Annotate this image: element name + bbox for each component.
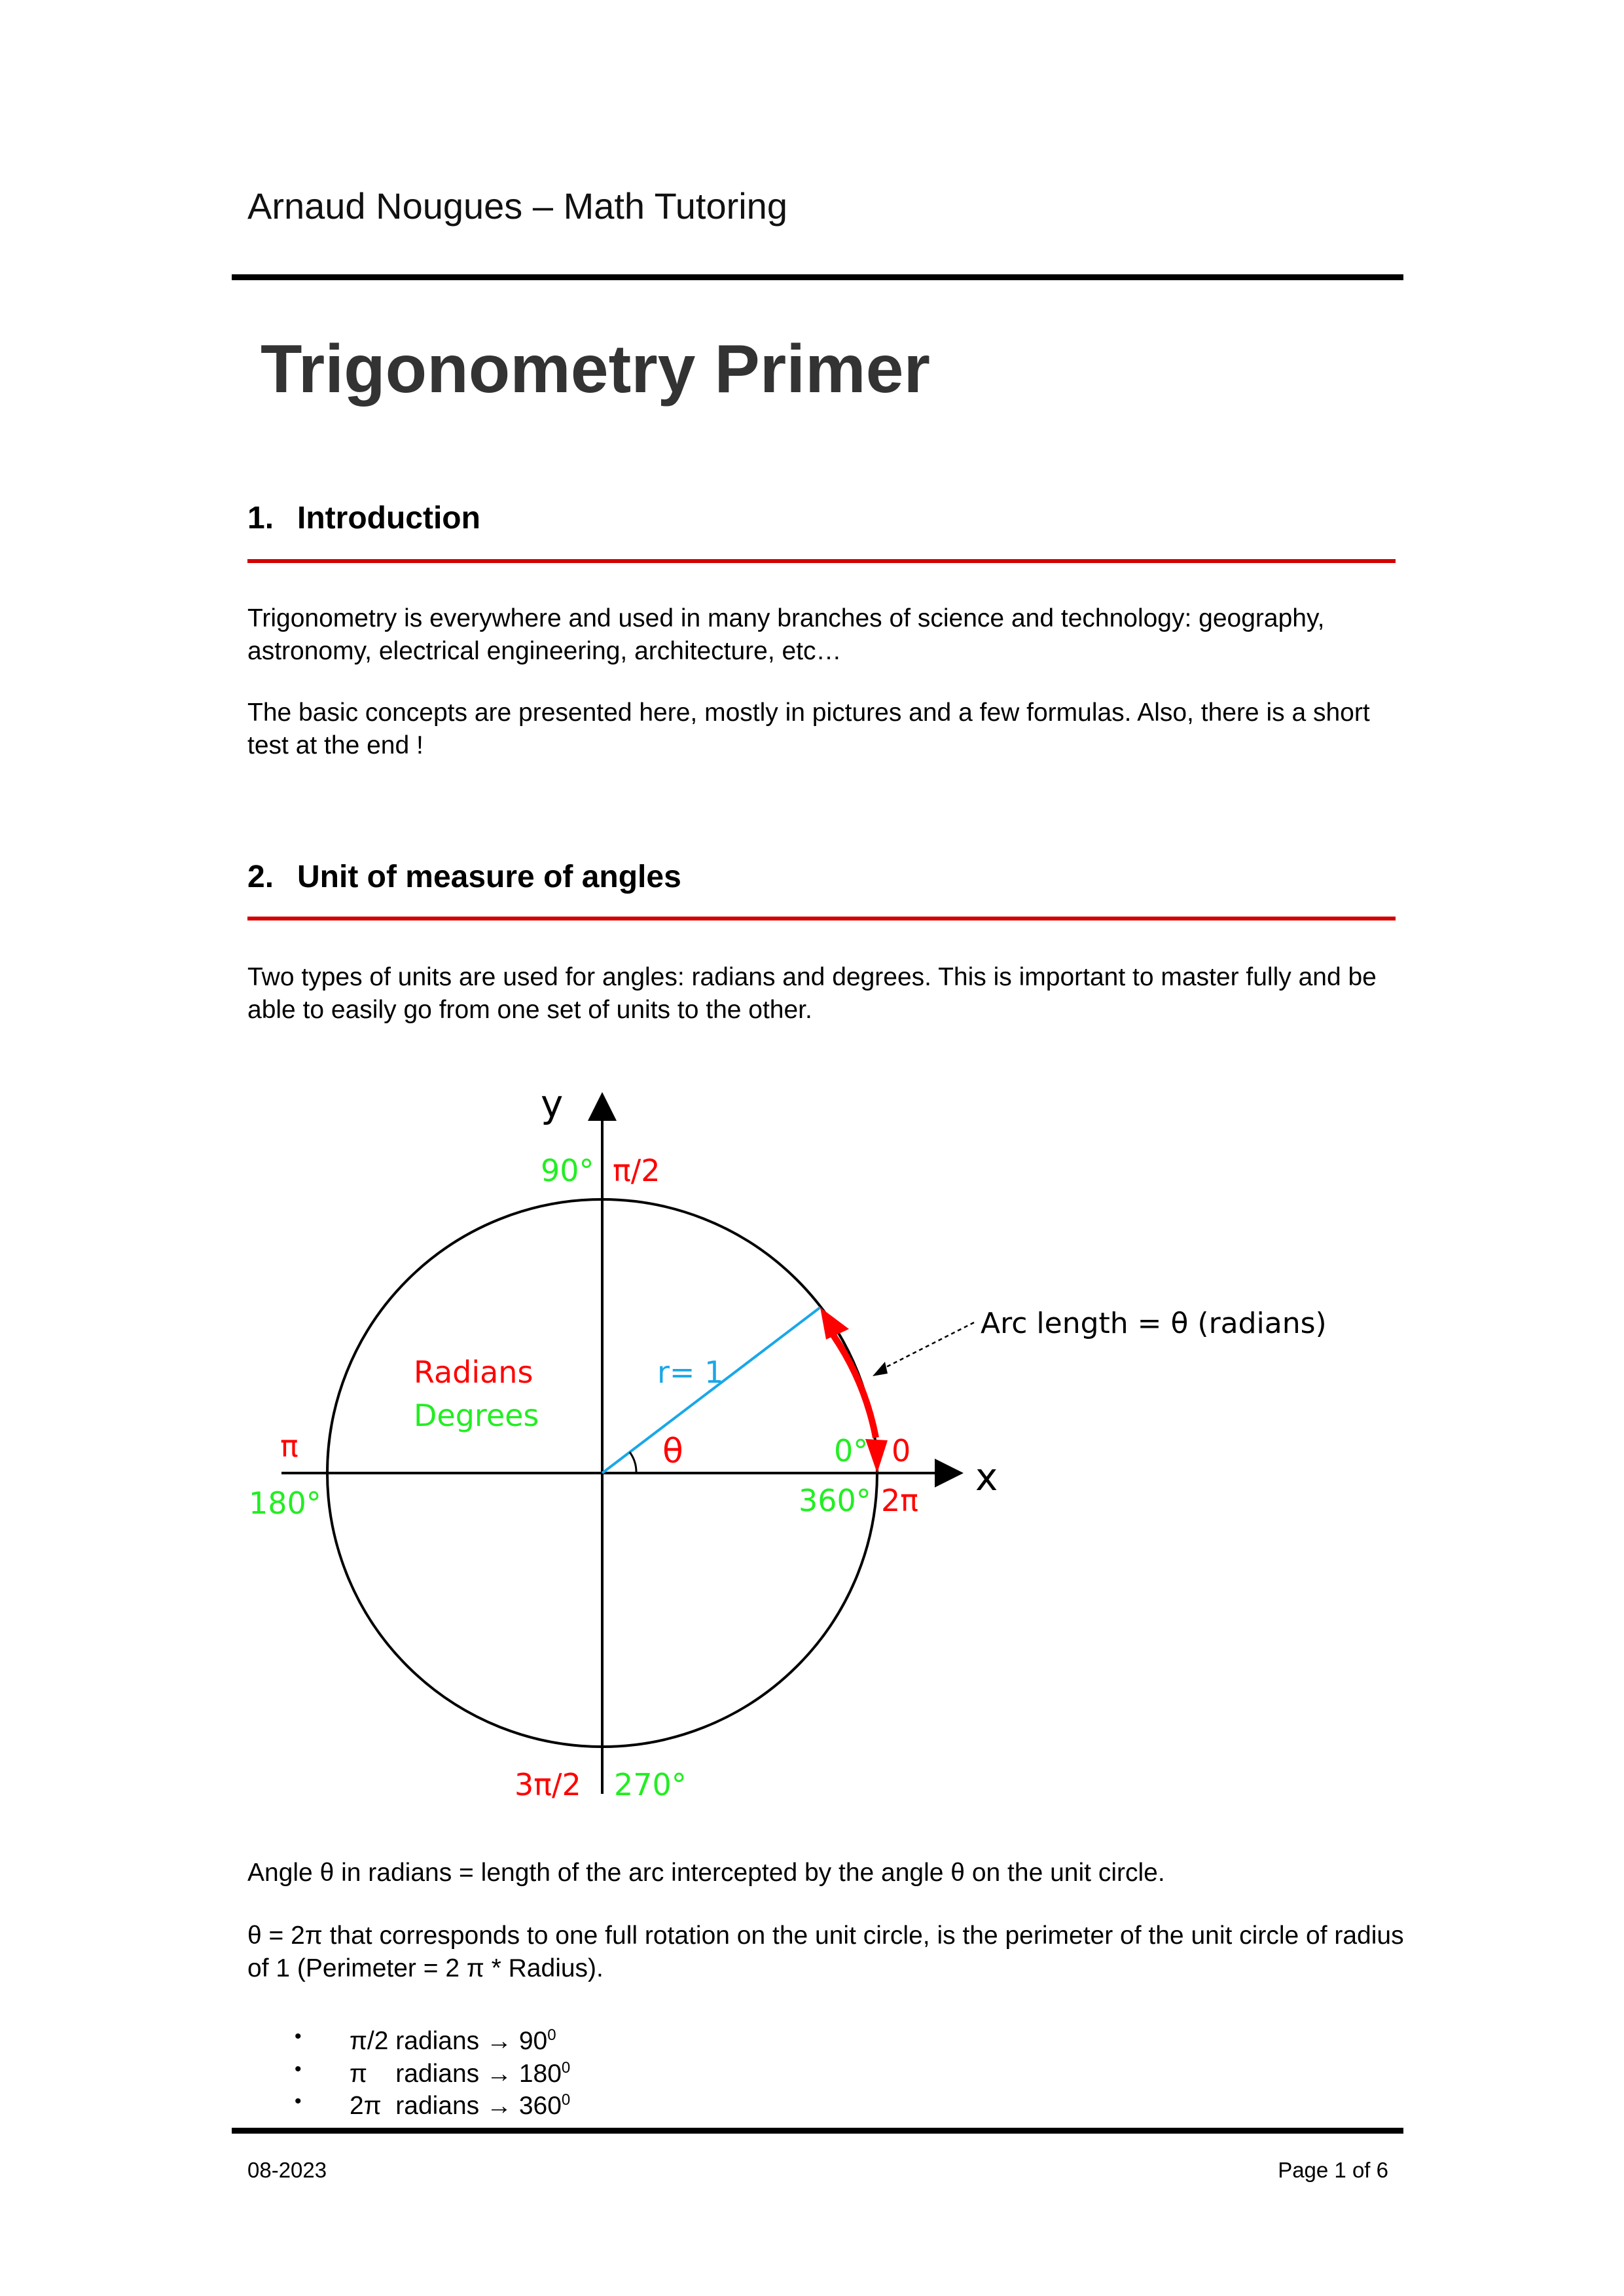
y-axis-arrow-icon	[588, 1092, 617, 1121]
paragraph: The basic concepts are presented here, mostly in pictures and a few formulas. Also, there is a short test at the end !	[247, 699, 1370, 759]
label-3pi-2: 3π/2	[514, 1767, 581, 1802]
label-90-deg: 90°	[541, 1153, 594, 1188]
axis-label-y: y	[541, 1082, 564, 1126]
label-360-deg: 360°	[799, 1483, 871, 1518]
arc-arrowhead-up-icon	[820, 1307, 849, 1339]
section-title: Introduction	[297, 501, 480, 536]
label-pi-2: π/2	[613, 1153, 660, 1188]
label-270-deg: 270°	[614, 1767, 687, 1802]
list-item-text: π/2 radians → 90	[350, 2027, 548, 2055]
arc-arrowhead-down-icon	[865, 1439, 888, 1473]
list-item-text: π radians → 180	[350, 2059, 562, 2088]
bullet-icon: •	[295, 2090, 302, 2112]
after-diagram-text	[247, 1857, 1413, 1985]
paragraph: Trigonometry is everywhere and used in many branches of science and technology: geography, astronomy, electrical engineering, architecture, etc…	[247, 604, 1325, 665]
document-header: Arnaud Nougues – Math Tutoring	[247, 185, 787, 227]
section-number: 1.	[247, 501, 274, 536]
paragraph: Angle θ in radians = length of the arc intercepted by the angle θ on the unit circle.	[247, 1859, 1165, 1887]
label-2pi: 2π	[881, 1483, 918, 1518]
degree-superscript: 0	[547, 2026, 556, 2044]
legend-radians: Radians	[414, 1355, 533, 1390]
list-item-content	[350, 2084, 570, 2123]
footer-date: 08-2023	[247, 2158, 327, 2182]
arc-length-arrow	[833, 1334, 876, 1438]
list-item	[295, 2084, 571, 2120]
bullet-icon: •	[295, 2058, 302, 2080]
label-0-deg: 0°	[834, 1433, 869, 1468]
footer-page-number: Page 1 of 6	[1278, 2158, 1388, 2182]
radius-line	[602, 1307, 820, 1473]
label-pi: π	[280, 1429, 298, 1464]
footer-rule	[232, 2128, 1403, 2134]
section-number: 2.	[247, 860, 274, 894]
degree-superscript: 0	[561, 2058, 571, 2077]
label-0-rad: 0	[892, 1433, 911, 1468]
legend-degrees: Degrees	[414, 1398, 539, 1433]
bullet-icon: •	[295, 2026, 302, 2047]
list-item	[295, 2019, 570, 2055]
annotation-arrowhead-icon	[873, 1362, 888, 1376]
page-title: Trigonometry Primer	[261, 331, 930, 407]
x-axis-arrow-icon	[935, 1459, 964, 1487]
conversion-list	[295, 2019, 571, 2120]
axis-label-x: x	[975, 1455, 998, 1499]
arc-length-annotation: Arc length = θ (radians)	[981, 1307, 1327, 1340]
angle-arc	[630, 1452, 636, 1473]
section-title: Unit of measure of angles	[297, 860, 681, 894]
paragraph: Two types of units are used for angles: radians and degrees. This is important to master fully and be able to easily go from one set of units to the other.	[247, 963, 1377, 1024]
theta-label: θ	[662, 1432, 683, 1471]
paragraph: θ = 2π that corresponds to one full rotation on the unit circle, is the perimeter of the unit circle of radius of 1 (Perimeter = 2 π * Radius).	[247, 1922, 1404, 1982]
label-180-deg: 180°	[249, 1485, 321, 1521]
list-item	[295, 2052, 571, 2088]
degree-superscript: 0	[561, 2091, 571, 2109]
annotation-pointer	[884, 1322, 974, 1368]
radius-label: r= 1	[657, 1355, 724, 1390]
list-item-text: 2π radians → 360	[350, 2092, 562, 2120]
